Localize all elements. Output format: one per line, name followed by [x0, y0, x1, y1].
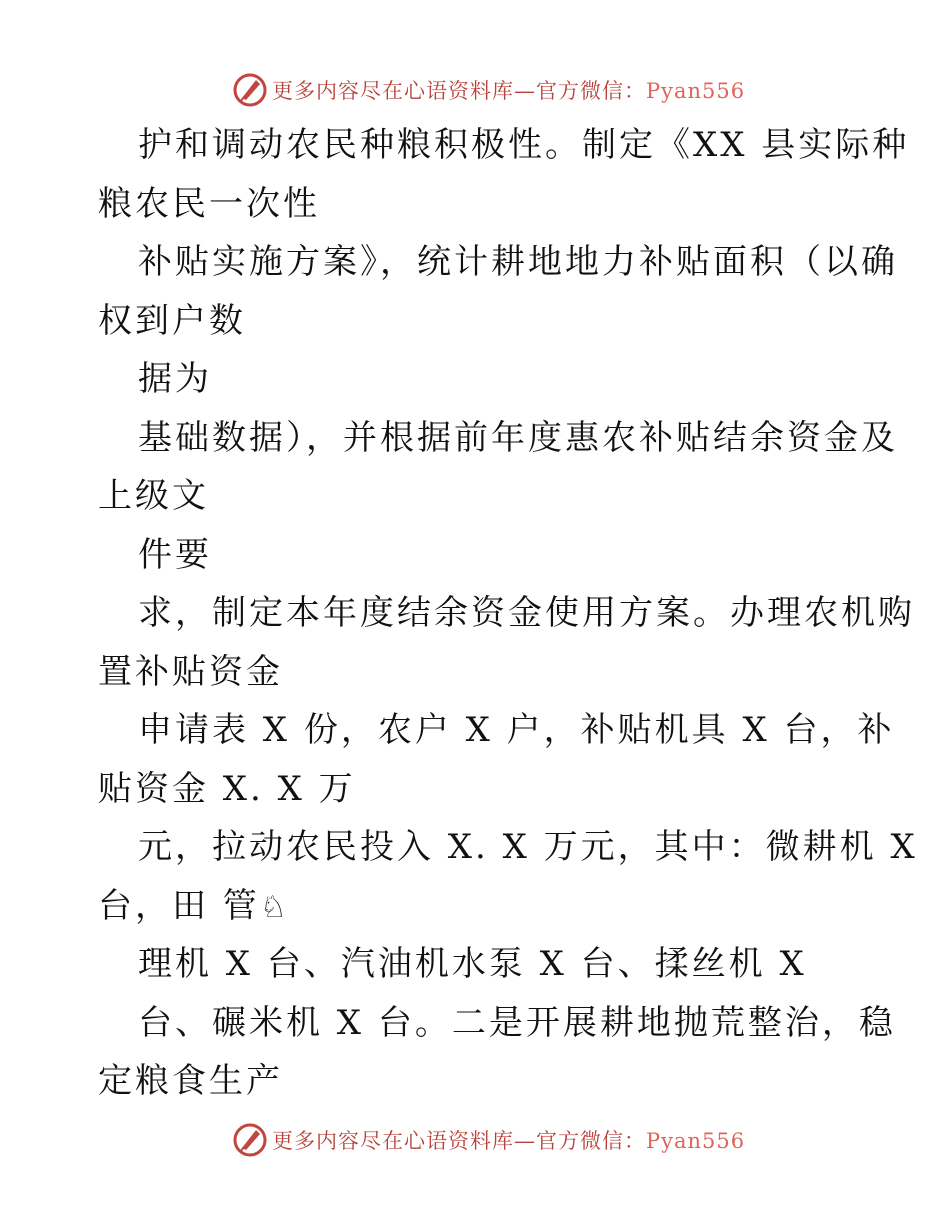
text-line-content: 粮农民一次性 [98, 183, 320, 224]
knight-glyph-icon: ♘ [259, 889, 290, 925]
text-line [98, 935, 858, 994]
text-line-content: 元，拉动农民投入 X. X 万元，其中：微耕机 X [138, 827, 918, 867]
text-line [98, 175, 858, 234]
text-line-content: 申请表 X 份，农户 X 户，补贴机具 X 台，补 [138, 710, 895, 750]
document-body [98, 116, 918, 1111]
text-line [98, 643, 858, 702]
watermark-banner-top [232, 70, 752, 110]
text-line [98, 292, 858, 351]
text-line [98, 233, 898, 292]
text-line-content: 台、碾米机 X 台。二是开展耕地抛荒整治，稳 [138, 1002, 896, 1043]
text-line [98, 350, 858, 409]
watermark-text: 更多内容尽在心语资料库—官方微信：Pyan556 [272, 79, 746, 103]
text-line [98, 1052, 858, 1111]
quill-pen-logo-icon [232, 1122, 268, 1158]
text-line-content: 贴资金 X. X 万 [98, 768, 356, 809]
text-line-content: 基础数据），并根据前年度惠农补贴结余资金及 [138, 417, 898, 458]
text-line [98, 116, 910, 175]
text-line [98, 701, 895, 760]
watermark-banner-bottom [232, 1120, 752, 1160]
text-line-content: 置补贴资金 [98, 651, 283, 692]
text-line-content: 补贴实施方案》，统计耕地地力补贴面积（以确 [138, 242, 898, 282]
watermark-text: 更多内容尽在心语资料库—官方微信：Pyan556 [272, 1129, 746, 1153]
text-line [98, 760, 858, 819]
text-line [98, 409, 898, 468]
text-line-content: 求，制定本年度结余资金使用方案。办理农机购 [138, 593, 915, 633]
text-line-content: 理机 X 台、汽油机水泵 X 台、揉丝机 X [138, 944, 807, 984]
text-line [98, 877, 858, 936]
text-line-content: 台，田 管 [98, 885, 260, 926]
text-line [98, 994, 896, 1053]
text-line [98, 584, 915, 643]
text-line-content: 护和调动农民种粮积极性。制定《XX 县实际种 [138, 125, 910, 165]
text-line-content: 件要 [138, 534, 212, 575]
text-line-content: 定粮食生产 [98, 1061, 283, 1101]
text-line [98, 526, 858, 585]
text-line [98, 467, 858, 526]
quill-pen-logo-icon [232, 72, 268, 108]
text-line-content: 据为 [138, 359, 212, 399]
text-line-content: 权到户数 [98, 300, 246, 341]
text-line-content: 上级文 [98, 476, 209, 516]
text-line [98, 818, 918, 877]
